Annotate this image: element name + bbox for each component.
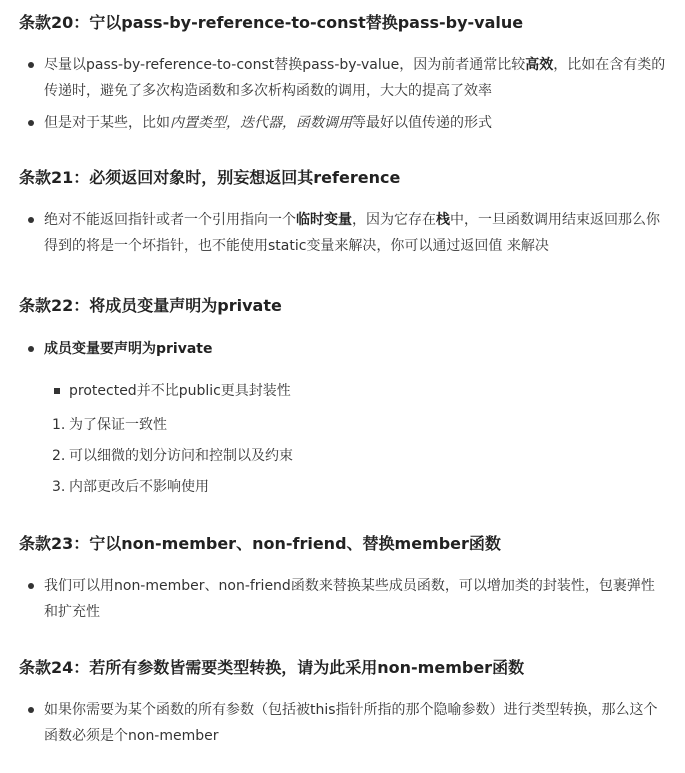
bold-text: 高效	[525, 57, 554, 73]
list-item	[19, 412, 667, 438]
section-item-24	[19, 656, 667, 749]
bold-text: 成员变量要声明为private	[44, 341, 213, 357]
section-heading: 条款24：若所有参数皆需要类型转换，请为此采用non-member函数	[19, 658, 525, 677]
list-text: 等最好以值传递的形式	[352, 115, 492, 131]
list-item: 我们可以用non-member、non-friend函数来替换某些成员函数，可以增加类的封装性，包裹弹性和扩充性	[19, 573, 667, 625]
list-item: protected并不比public更具封装性	[19, 378, 667, 404]
bullet-list	[19, 573, 667, 625]
list-item	[19, 207, 667, 259]
section-item-20	[19, 0, 667, 136]
list-text: 尽量以pass-by-reference-to-const替换pass-by-value，因为前者通常比较	[44, 57, 526, 73]
list-text: 绝对不能返回指针或者一个引用指向一个	[44, 212, 296, 228]
list-text: ，因为它存在	[352, 212, 436, 228]
italic-text: 内置类型，迭代器，函数调用	[170, 115, 352, 131]
list-number: 3.	[52, 479, 66, 495]
list-number: 1.	[52, 417, 66, 433]
list-item	[19, 52, 667, 104]
list-text: 内部更改后不影响使用	[69, 479, 209, 495]
numbered-list	[19, 412, 667, 500]
list-text: 但是对于某些，比如	[44, 115, 170, 131]
list-text: 为了保证一致性	[69, 417, 167, 433]
section-heading: 条款23：宁以non-member、non-friend、替换member函数	[19, 534, 501, 553]
list-item: 如果你需要为某个函数的所有参数（包括被this指针所指的那个隐喻参数）进行类型转换，那么这个函数必须是个non-member	[19, 697, 667, 749]
list-text: 中，一旦函数调用结束返回那么你得到的将是一个坏指针，也不能使用static变量来解决，你可以通过返回值 来解决	[44, 212, 660, 254]
bullet-list	[19, 336, 667, 362]
section-item-22	[19, 294, 667, 500]
list-item	[19, 110, 667, 136]
square-list	[19, 378, 667, 404]
section-heading: 条款20：宁以pass-by-reference-to-const替换pass-by-value	[19, 13, 524, 32]
list-text: 可以细微的划分访问和控制以及约束	[69, 448, 293, 464]
bullet-list	[19, 207, 667, 259]
section-heading: 条款21：必须返回对象时，别妄想返回其reference	[19, 168, 401, 187]
section-item-23	[19, 532, 667, 625]
list-item	[19, 443, 667, 469]
bullet-list	[19, 52, 667, 136]
section-heading: 条款22：将成员变量声明为private	[19, 296, 282, 315]
bullet-list	[19, 697, 667, 749]
section-item-21	[19, 166, 667, 259]
bold-text: 临时变量	[296, 212, 352, 228]
list-item	[19, 336, 667, 362]
list-number: 2.	[52, 448, 66, 464]
list-item	[19, 474, 667, 500]
bold-text: 栈	[436, 212, 450, 228]
list-text: ，比如在含有类的传递时，避免了多次构造函数和多次析构函数的调用，大大的提高了效率	[44, 57, 666, 99]
